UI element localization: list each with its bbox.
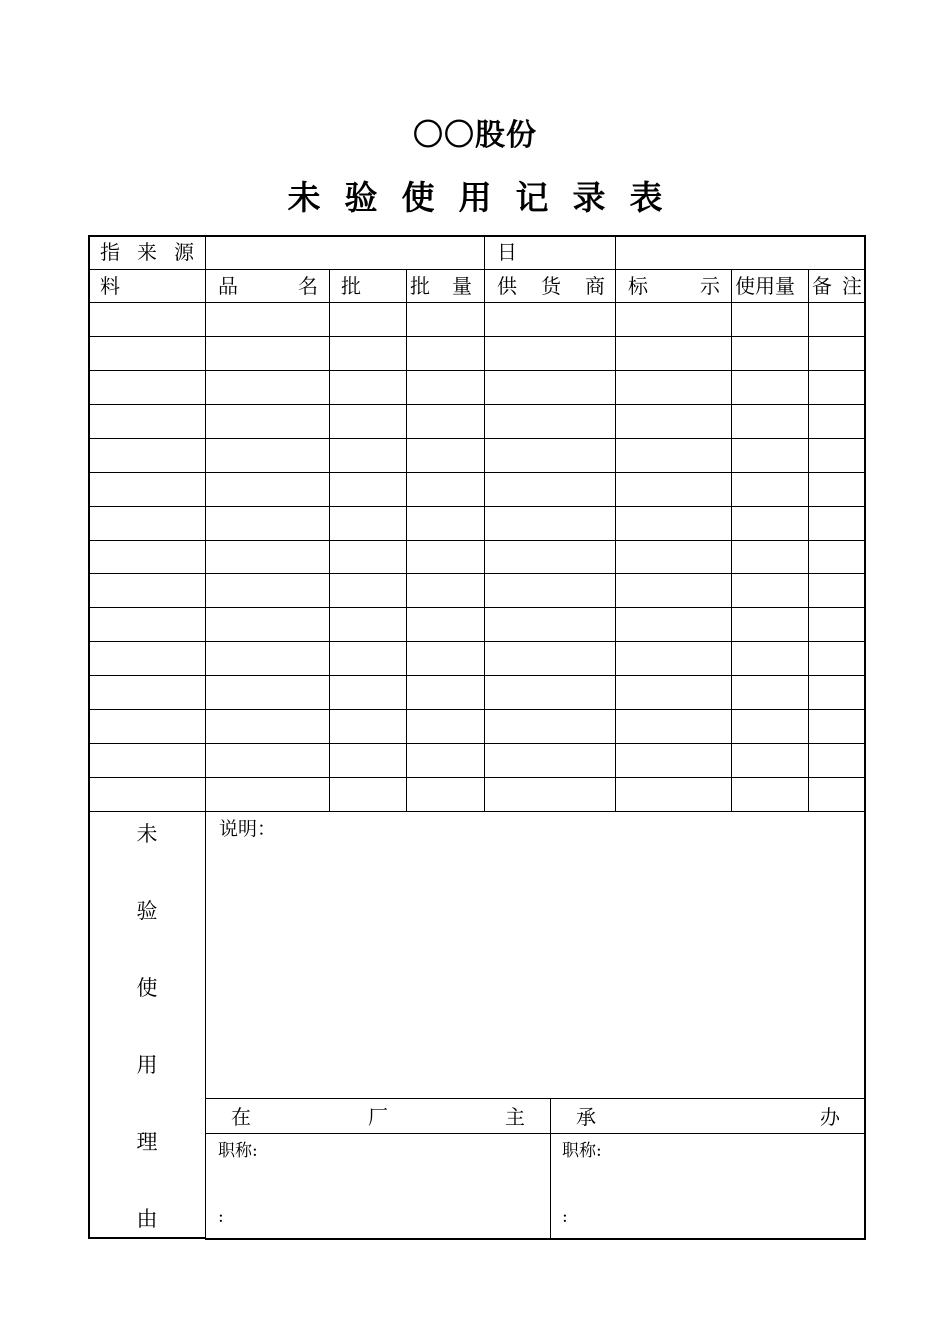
- col-material: 料: [100, 274, 120, 298]
- signature-header-line: [205, 1133, 866, 1134]
- table-row: [88, 573, 866, 574]
- col-supplier-char: 商: [585, 274, 605, 298]
- form-title-char: 未: [287, 178, 321, 217]
- form-title-char: 使: [401, 178, 435, 217]
- signature-left-title: 职称:: [218, 1141, 258, 1161]
- col-supplier-char: 供: [497, 274, 517, 298]
- signature-right-header-char: 承: [576, 1105, 596, 1129]
- col-supplier: [497, 276, 605, 296]
- reason-label-char: 验: [136, 899, 158, 923]
- table-row: [88, 607, 866, 608]
- form-title: [0, 172, 950, 219]
- col-supplier-char: 货: [541, 274, 561, 298]
- col-label: [628, 276, 720, 296]
- signature-right-colon: :: [562, 1207, 568, 1227]
- table-row: [88, 472, 866, 473]
- table-row: [88, 675, 866, 676]
- signature-divider: [550, 1098, 551, 1238]
- signature-right-header: [576, 1107, 840, 1127]
- signature-right-title: 职称:: [562, 1141, 602, 1161]
- form-title-char: 用: [458, 178, 492, 217]
- signature-left-header-char: 厂: [368, 1105, 388, 1129]
- border-bottom-right: [205, 1238, 866, 1240]
- border-left: [88, 235, 90, 1239]
- table-row: [88, 336, 866, 337]
- source-label-char: 源: [174, 240, 194, 264]
- form-title-char: 验: [344, 178, 378, 217]
- col-line: [205, 269, 206, 1238]
- col-remarks-char: 注: [842, 274, 862, 298]
- form-title-char: 记: [515, 178, 549, 217]
- table-row: [88, 743, 866, 744]
- top-col-line: [484, 235, 485, 269]
- col-usage: 使用量: [735, 274, 795, 298]
- reason-label-char: 用: [136, 1053, 158, 1077]
- reason-label-char: 使: [136, 976, 158, 1000]
- reason-label-char: 未: [136, 822, 158, 846]
- reason-label-char: 由: [136, 1207, 158, 1231]
- table-row: [88, 540, 866, 541]
- form-title-char: 表: [629, 178, 663, 217]
- table-row: [88, 506, 866, 507]
- col-product-name-char: 品: [218, 274, 238, 298]
- table-row: [88, 777, 866, 778]
- col-batch-no: 批: [341, 274, 361, 298]
- border-right: [864, 235, 866, 1239]
- description-label: 说明：: [219, 818, 277, 840]
- signature-left-header-char: 主: [505, 1105, 525, 1129]
- table-row: [88, 438, 866, 439]
- reason-label-char: 理: [136, 1130, 158, 1154]
- top-col-line: [205, 235, 206, 269]
- signature-left-colon: :: [218, 1207, 224, 1227]
- signature-left-header: [231, 1107, 525, 1127]
- table-row: [88, 370, 866, 371]
- source-label-char: 来: [137, 240, 157, 264]
- form-title-char: 录: [572, 178, 606, 217]
- col-label-char: 示: [700, 274, 720, 298]
- usage-record-form: [88, 235, 866, 1239]
- col-remarks-char: 备: [812, 274, 832, 298]
- source-label-char: 指: [100, 240, 120, 264]
- signature-left-header-char: 在: [231, 1105, 251, 1129]
- col-batch-qty-char: 批: [410, 274, 430, 298]
- col-batch-qty: [410, 276, 472, 296]
- col-remarks: [812, 276, 862, 296]
- col-batch-qty-char: 量: [452, 274, 472, 298]
- border-bottom-left: [88, 1237, 205, 1239]
- table-row: [88, 641, 866, 642]
- col-product-name-char: 名: [298, 274, 318, 298]
- signature-right-header-char: 办: [820, 1105, 840, 1129]
- top-col-line: [615, 235, 616, 269]
- company-name: 〇〇股份: [413, 118, 537, 153]
- signature-top-line: [205, 1098, 866, 1099]
- table-row: [88, 709, 866, 710]
- date-label: 日: [497, 240, 517, 264]
- table-end-line: [88, 811, 866, 812]
- col-label-char: 标: [628, 274, 648, 298]
- source-label: [100, 242, 194, 262]
- table-row: [88, 404, 866, 405]
- col-product-name: [218, 276, 318, 296]
